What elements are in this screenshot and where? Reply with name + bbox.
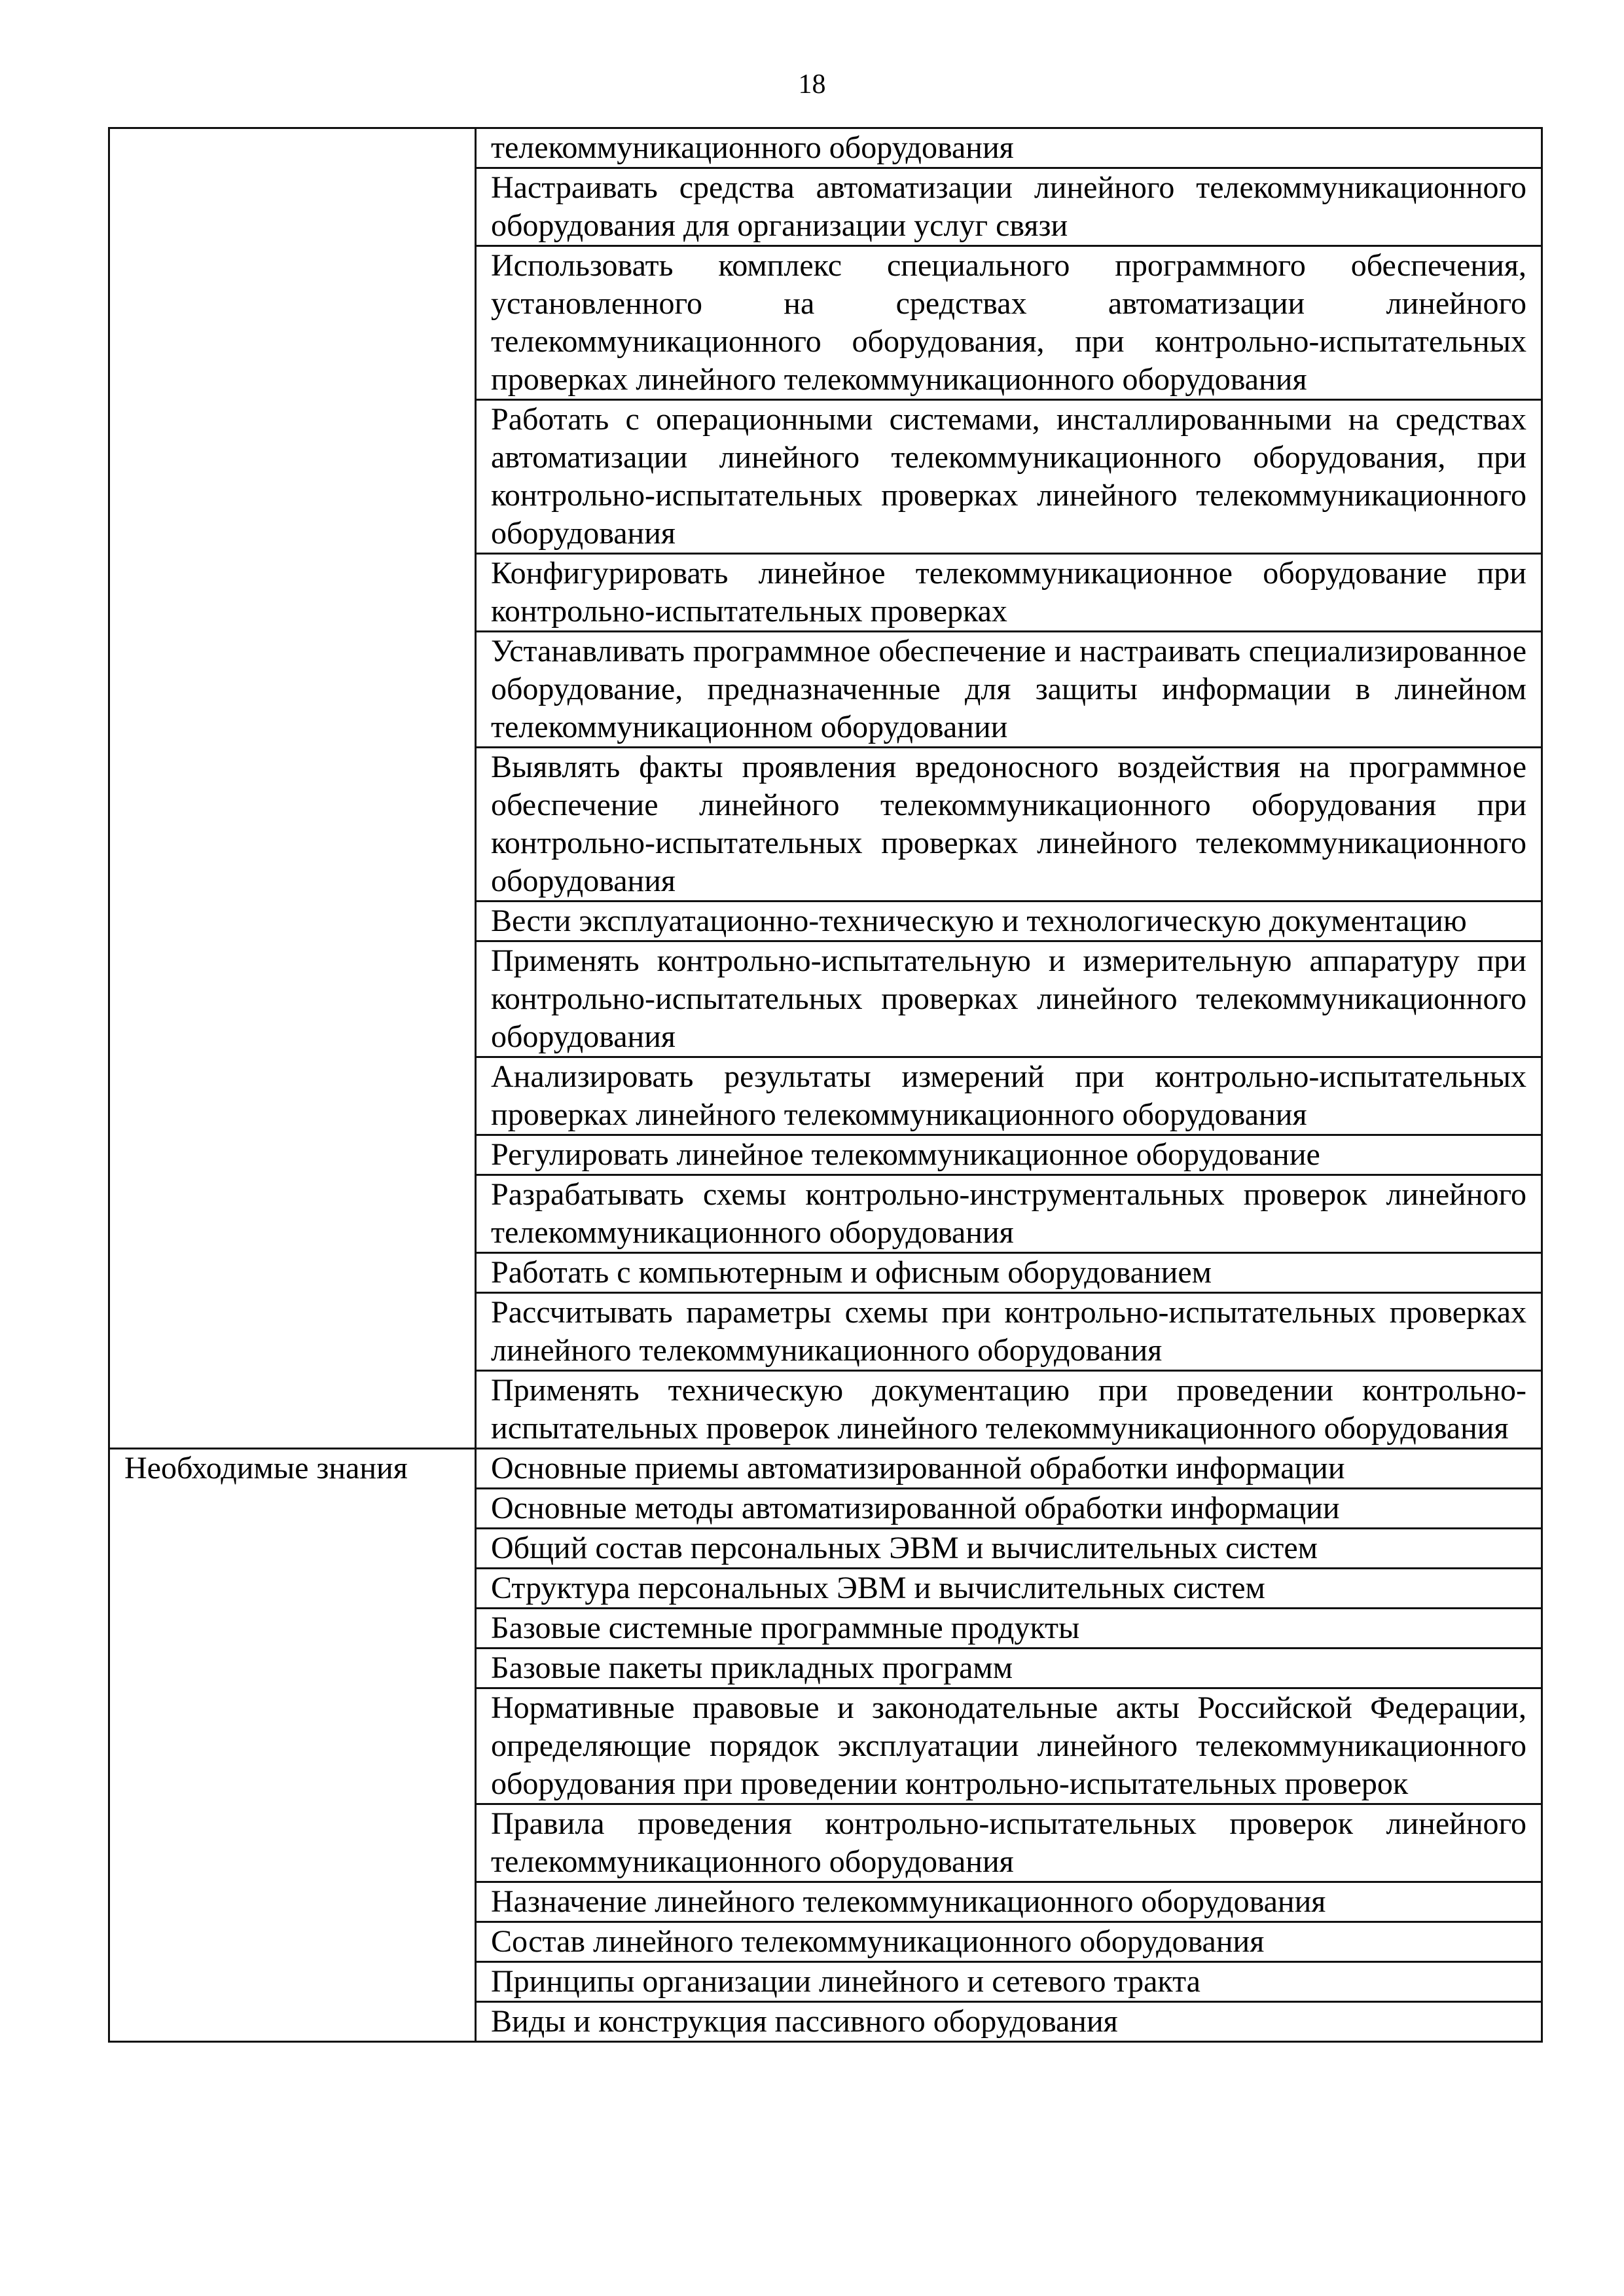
table-row <box>109 1529 1542 1569</box>
category-label-cell: Необходимые знания <box>109 1449 476 1489</box>
requirement-item: Выявлять факты проявления вредоносного воздействия на программное обеспечение линейного телекоммуникационного оборудования при контрольно-испытательных проверках линейного телекоммуникационного оборудования <box>476 748 1542 902</box>
category-label-cell <box>109 1922 476 1962</box>
category-label-cell <box>109 1609 476 1649</box>
category-label-cell <box>109 902 476 941</box>
requirement-item: Нормативные правовые и законодательные акты Российской Федерации, определяющие порядок эксплуатации линейного телекоммуникационного оборудования при проведении контрольно-испытательных проверок <box>476 1688 1542 1804</box>
table-row <box>109 554 1542 632</box>
table-row <box>109 1489 1542 1529</box>
category-label-cell <box>109 1371 476 1449</box>
requirement-item: Базовые системные программные продукты <box>476 1609 1542 1649</box>
requirement-item: Принципы организации линейного и сетевого тракта <box>476 1962 1542 2002</box>
table-row <box>109 1649 1542 1688</box>
requirement-item: телекоммуникационного оборудования <box>476 128 1542 168</box>
category-label-cell <box>109 748 476 902</box>
category-label-cell <box>109 128 476 168</box>
table-row <box>109 1175 1542 1253</box>
category-label-cell <box>109 1529 476 1569</box>
category-label-cell <box>109 1057 476 1135</box>
requirement-item: Использовать комплекс специального программного обеспечения, установленного на средствах автоматизации линейного телекоммуникационного оборудования, при контрольно-испытательных проверках линейного телекоммуникационного оборудования <box>476 246 1542 400</box>
table-row <box>109 400 1542 554</box>
category-label-cell <box>109 1569 476 1609</box>
category-label-cell <box>109 941 476 1057</box>
requirement-item: Назначение линейного телекоммуникационного оборудования <box>476 1882 1542 1922</box>
category-label-cell <box>109 246 476 400</box>
table-row <box>109 1253 1542 1293</box>
requirement-item: Анализировать результаты измерений при контрольно-испытательных проверках линейного телекоммуникационного оборудования <box>476 1057 1542 1135</box>
category-label-cell <box>109 1882 476 1922</box>
requirements-table <box>108 127 1543 2043</box>
table-row <box>109 902 1542 941</box>
category-label-cell <box>109 1175 476 1253</box>
category-label-cell <box>109 1804 476 1882</box>
category-label-cell <box>109 2002 476 2042</box>
table-row <box>109 1135 1542 1175</box>
requirement-item: Базовые пакеты прикладных программ <box>476 1649 1542 1688</box>
requirement-item: Настраивать средства автоматизации линейного телекоммуникационного оборудования для организации услуг связи <box>476 168 1542 246</box>
table-row <box>109 1057 1542 1135</box>
table-row <box>109 128 1542 168</box>
requirement-item: Вести эксплуатационно-техническую и технологическую документацию <box>476 902 1542 941</box>
requirement-item: Работать с операционными системами, инсталлированными на средствах автоматизации линейного телекоммуникационного оборудования, при контрольно-испытательных проверках линейного телекоммуникационного оборудования <box>476 400 1542 554</box>
table-row <box>109 1804 1542 1882</box>
requirement-item: Применять техническую документацию при проведении контрольно-испытательных проверок линейного телекоммуникационного оборудования <box>476 1371 1542 1449</box>
table-row <box>109 1882 1542 1922</box>
table-row <box>109 1293 1542 1371</box>
category-label-cell <box>109 1489 476 1529</box>
category-label-cell <box>109 1135 476 1175</box>
table-row <box>109 1449 1542 1489</box>
page-number: 18 <box>798 69 826 100</box>
table-row <box>109 168 1542 246</box>
requirement-item: Устанавливать программное обеспечение и настраивать специализированное оборудование, предназначенные для защиты информации в линейном телекоммуникационном оборудовании <box>476 632 1542 748</box>
requirement-item: Структура персональных ЭВМ и вычислительных систем <box>476 1569 1542 1609</box>
table-row <box>109 246 1542 400</box>
table-row <box>109 2002 1542 2042</box>
category-label-cell <box>109 1688 476 1804</box>
table-row <box>109 1688 1542 1804</box>
category-label-cell <box>109 1293 476 1371</box>
requirement-item: Разрабатывать схемы контрольно-инструментальных проверок линейного телекоммуникационного оборудования <box>476 1175 1542 1253</box>
requirement-item: Основные приемы автоматизированной обработки информации <box>476 1449 1542 1489</box>
requirement-item: Правила проведения контрольно-испытательных проверок линейного телекоммуникационного оборудования <box>476 1804 1542 1882</box>
category-label-cell <box>109 1962 476 2002</box>
category-label-cell <box>109 400 476 554</box>
table-body <box>109 128 1542 2042</box>
category-label-cell <box>109 1253 476 1293</box>
category-label-cell <box>109 632 476 748</box>
requirement-item: Регулировать линейное телекоммуникационное оборудование <box>476 1135 1542 1175</box>
requirement-item: Общий состав персональных ЭВМ и вычислительных систем <box>476 1529 1542 1569</box>
table-row <box>109 941 1542 1057</box>
table-row <box>109 1962 1542 2002</box>
category-label-cell <box>109 1649 476 1688</box>
requirement-item: Основные методы автоматизированной обработки информации <box>476 1489 1542 1529</box>
requirement-item: Работать с компьютерным и офисным оборудованием <box>476 1253 1542 1293</box>
requirement-item: Рассчитывать параметры схемы при контрольно-испытательных проверках линейного телекоммуникационного оборудования <box>476 1293 1542 1371</box>
table-row <box>109 748 1542 902</box>
requirement-item: Применять контрольно-испытательную и измерительную аппаратуру при контрольно-испытательных проверках линейного телекоммуникационного оборудования <box>476 941 1542 1057</box>
table-row <box>109 1569 1542 1609</box>
table-row <box>109 632 1542 748</box>
requirement-item: Виды и конструкция пассивного оборудования <box>476 2002 1542 2042</box>
table-row <box>109 1609 1542 1649</box>
category-label-cell <box>109 554 476 632</box>
requirement-item: Конфигурировать линейное телекоммуникационное оборудование при контрольно-испытательных проверках <box>476 554 1542 632</box>
table-row <box>109 1371 1542 1449</box>
table-row <box>109 1922 1542 1962</box>
category-label-cell <box>109 168 476 246</box>
requirement-item: Состав линейного телекоммуникационного оборудования <box>476 1922 1542 1962</box>
